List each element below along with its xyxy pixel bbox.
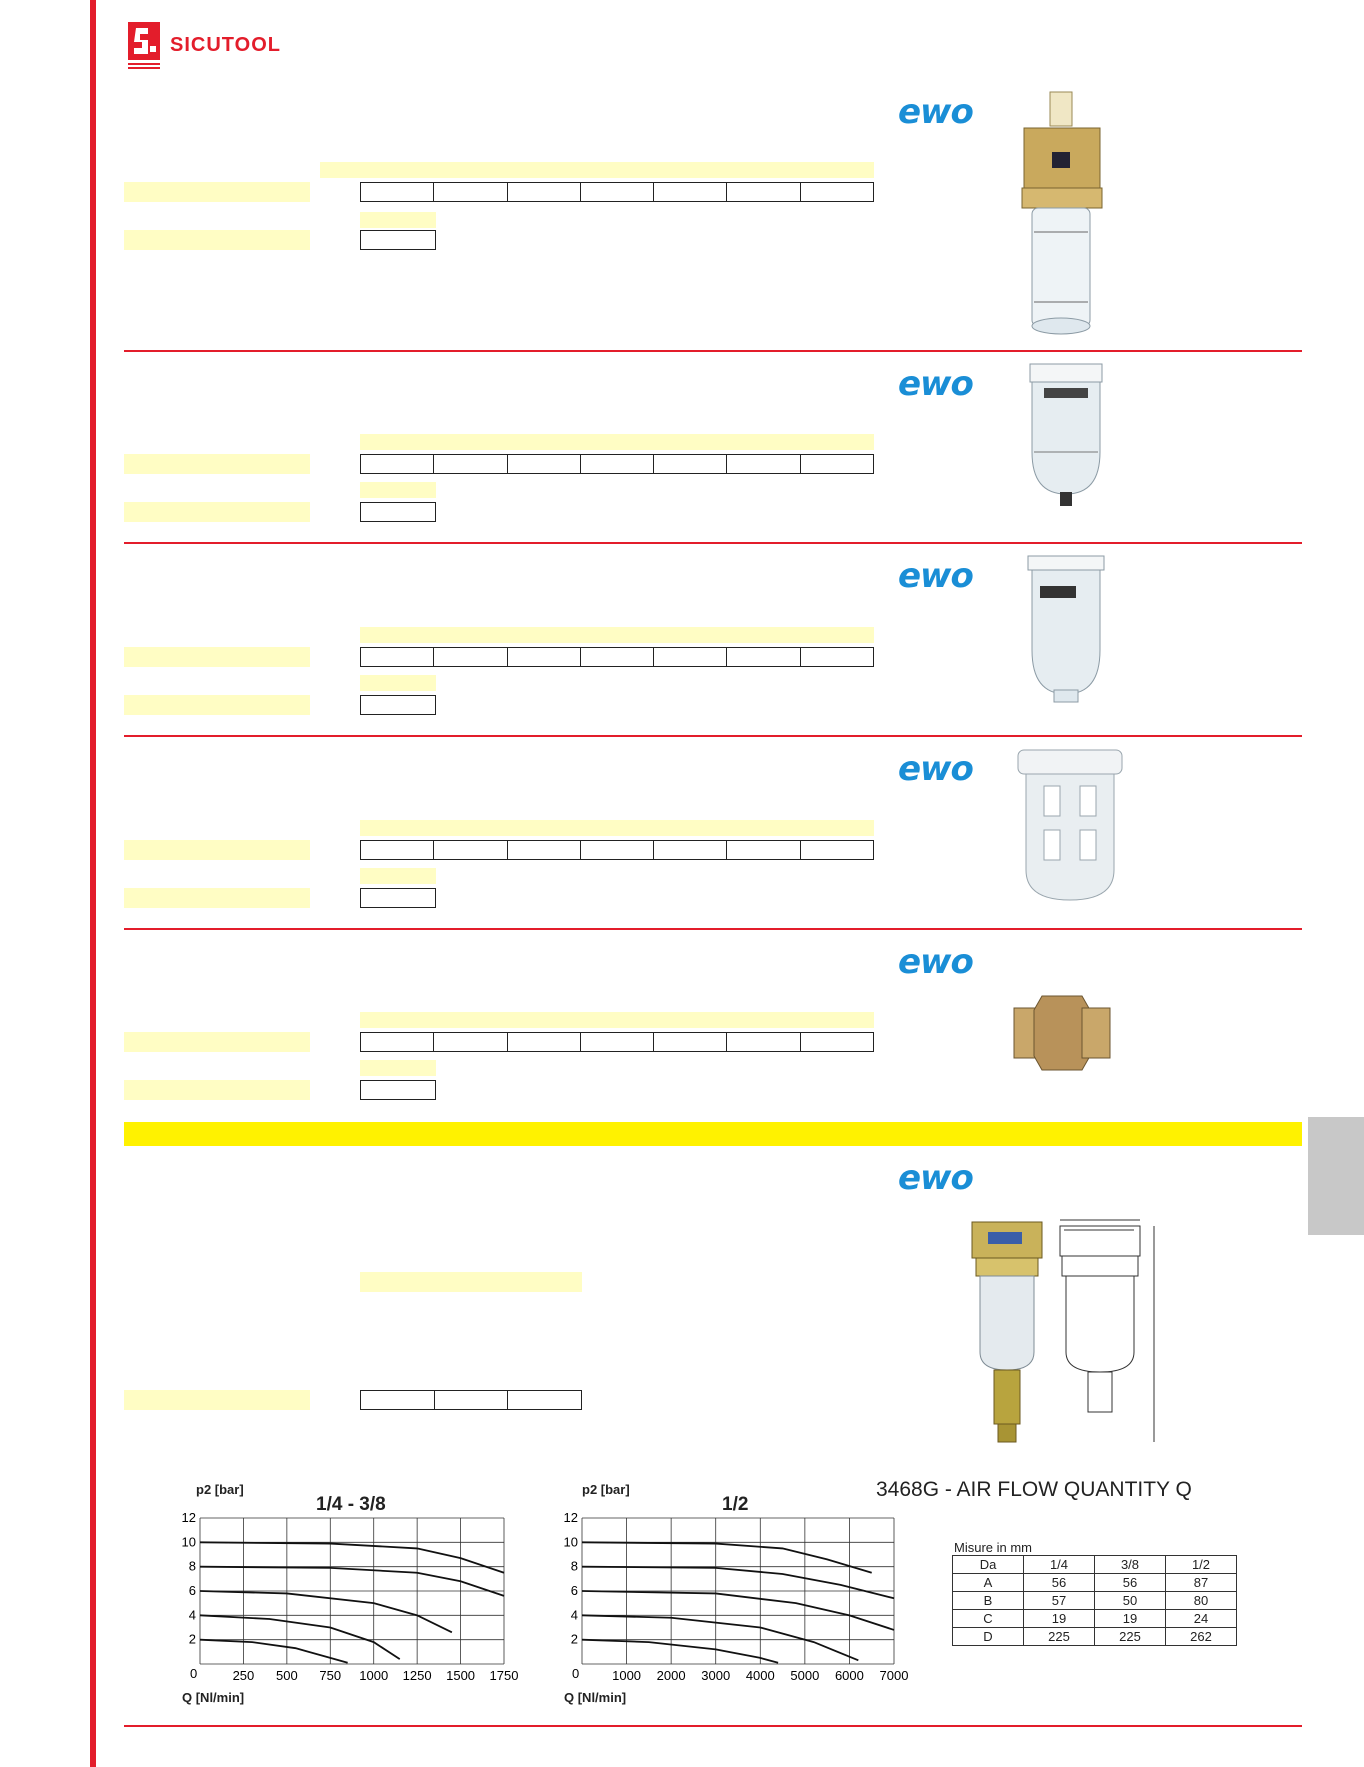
chart1-xlabel: Q [Nl/min] [182,1690,245,1705]
chart2-plot [558,1512,914,1688]
series-line-4-bar [200,1615,400,1659]
x-tick-label: 1750 [489,1668,519,1683]
dimensions-cell: 19 [1095,1610,1166,1628]
row4-code-highlight [360,868,436,884]
row4-header-highlight [360,820,874,836]
lubricator-icon [1010,88,1120,340]
y-tick-label: 4 [188,1607,196,1623]
x-tick-label: 1250 [402,1668,432,1683]
origin-label: 0 [190,1666,198,1681]
sicutool-logo [126,20,281,70]
row1-code-highlight [360,212,436,228]
x-tick-label: 6000 [834,1668,864,1683]
filter-bowl-icon [1024,552,1108,712]
dimensions-header-row [953,1556,1237,1574]
dimensions-cell: D [953,1628,1024,1646]
chart1-title: 1/4 - 3/8 [316,1494,386,1515]
row3-code-label-highlight [124,695,310,715]
y-tick-label: 8 [570,1558,578,1574]
dimensions-cell: Da [953,1556,1024,1574]
row5-label-highlight [124,1032,310,1052]
dimensions-cell: 262 [1166,1628,1237,1646]
dimensions-cell: 56 [1024,1574,1095,1592]
divider [124,1725,1302,1727]
x-tick-label: 500 [276,1668,298,1683]
row2-header-highlight [360,434,874,450]
dimensions-cell: 24 [1166,1610,1237,1628]
series-line-8-bar [582,1567,894,1599]
dimensions-cell: 225 [1024,1628,1095,1646]
page-margin-bar [90,0,96,1767]
filter-bowl-drain-icon [1024,360,1108,520]
row3-spec-grid [360,647,874,667]
row3-header-highlight [360,627,874,643]
ewo-logo: ewo [898,749,973,789]
origin-label: 0 [572,1666,580,1681]
row2-spec-grid [360,454,874,474]
dimensions-cell: 1/4 [1024,1556,1095,1574]
x-tick-label: 250 [232,1668,255,1683]
row1-label-highlight [124,182,310,202]
dimensions-cell: A [953,1574,1024,1592]
row2-code-label-highlight [124,502,310,522]
chart1-plot [176,1512,526,1688]
y-tick-label: 12 [563,1512,578,1525]
x-tick-label: 1000 [612,1668,642,1683]
x-tick-label: 5000 [790,1668,820,1683]
row2-label-highlight [124,454,310,474]
chapter-tab [1308,1117,1364,1235]
y-tick-label: 4 [570,1607,578,1623]
brand-name: SICUTOOL [170,33,281,56]
dimensions-cell: 1/2 [1166,1556,1237,1574]
row3-code-box [360,695,436,715]
ewo-logo: ewo [898,364,973,404]
section-band [124,1122,1302,1146]
y-tick-label: 8 [188,1558,196,1574]
x-tick-label: 2000 [656,1668,686,1683]
series-line-2-bar [582,1640,778,1663]
ewo-logo: ewo [898,1158,973,1198]
dimensions-cell: C [953,1610,1024,1628]
row1-header-highlight [320,162,874,178]
x-tick-label: 3000 [701,1668,731,1683]
dimensions-cell: 50 [1095,1592,1166,1610]
chart2-ylabel: p2 [bar] [582,1482,630,1497]
x-tick-label: 1500 [446,1668,476,1683]
dimensions-row [953,1628,1237,1646]
row3-code-highlight [360,675,436,691]
nipple-fitting-icon [1010,990,1114,1076]
row5-header-highlight [360,1012,874,1028]
filter-spec-grid [360,1390,582,1410]
row4-code-label-highlight [124,888,310,908]
row5-code-label-highlight [124,1080,310,1100]
y-tick-label: 2 [188,1631,196,1647]
divider [124,928,1302,930]
dimensions-cell: B [953,1592,1024,1610]
y-tick-label: 6 [188,1583,196,1598]
dimensions-cell: 57 [1024,1592,1095,1610]
airflow-title: 3468G - AIR FLOW QUANTITY Q [876,1478,1192,1501]
y-tick-label: 10 [181,1534,196,1550]
row1-code-label-highlight [124,230,310,250]
flow-chart-2 [558,1474,918,1714]
series-line-4-bar [582,1615,858,1660]
divider [124,542,1302,544]
row4-code-box [360,888,436,908]
dimensions-cell: 87 [1166,1574,1237,1592]
dimensions-row [953,1610,1237,1628]
filter-label-highlight [124,1390,310,1410]
x-tick-label: 1000 [359,1668,389,1683]
series-line-2-bar [200,1640,348,1663]
y-tick-label: 2 [570,1631,578,1647]
x-tick-label: 750 [319,1668,342,1683]
fine-filter-drawing-icon [964,1216,1170,1452]
series-line-6-bar [582,1591,894,1630]
ewo-logo: ewo [898,556,973,596]
y-tick-label: 10 [563,1534,578,1550]
row2-code-highlight [360,482,436,498]
row4-label-highlight [124,840,310,860]
series-line-10-bar [200,1542,504,1572]
row5-code-highlight [360,1060,436,1076]
row3-label-highlight [124,647,310,667]
divider [124,350,1302,352]
sicutool-mark-icon [126,20,162,70]
row5-code-box [360,1080,436,1100]
ewo-logo: ewo [898,92,973,132]
dimensions-cell: 225 [1095,1628,1166,1646]
row4-spec-grid [360,840,874,860]
dimensions-cell: 80 [1166,1592,1237,1610]
chart1-ylabel: p2 [bar] [196,1482,244,1497]
dimensions-cell: 19 [1024,1610,1095,1628]
flow-chart-1 [176,1474,536,1714]
dimensions-row [953,1574,1237,1592]
bowl-guard-icon [1014,746,1126,906]
row1-spec-grid [360,182,874,202]
dimensions-row [953,1592,1237,1610]
row2-code-box [360,502,436,522]
y-tick-label: 6 [570,1583,578,1598]
dimensions-cell: 3/8 [1095,1556,1166,1574]
y-tick-label: 12 [181,1512,196,1525]
chart2-title: 1/2 [722,1494,749,1515]
chart2-xlabel: Q [Nl/min] [564,1690,627,1705]
dimensions-table [952,1555,1237,1646]
x-tick-label: 4000 [745,1668,775,1683]
divider [124,735,1302,737]
x-tick-label: 7000 [879,1668,909,1683]
ewo-logo: ewo [898,942,973,982]
filter-header-highlight [360,1272,582,1292]
row5-spec-grid [360,1032,874,1052]
row1-code-box [360,230,436,250]
dimensions-cell: 56 [1095,1574,1166,1592]
dimensions-caption: Misure in mm [954,1540,1033,1555]
